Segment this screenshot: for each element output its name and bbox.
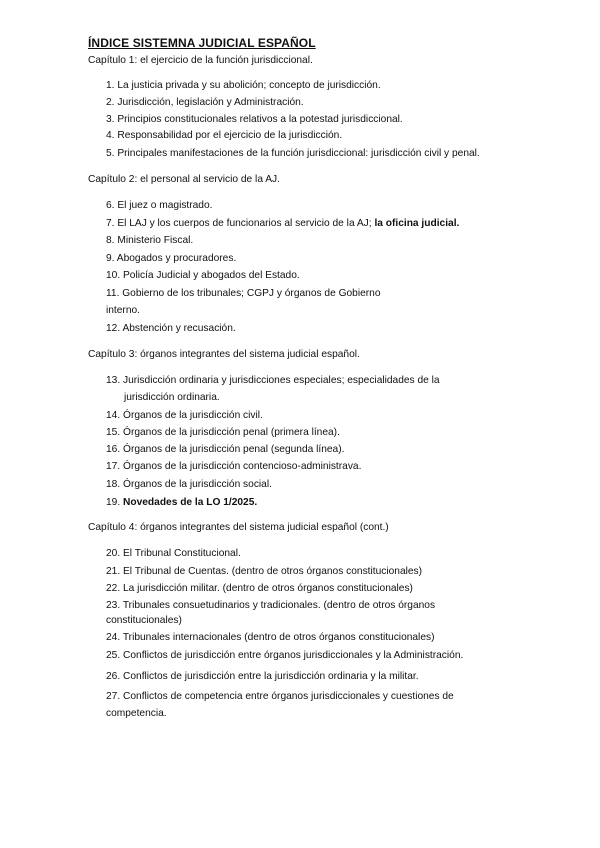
list-item: 24. Tribunales internacionales (dentro de otros órganos constitucionales) [106, 632, 435, 643]
list-item-continuation: interno. [106, 305, 140, 316]
list-item: 17. Órganos de la jurisdicción contencioso-administrava. [106, 461, 362, 472]
list-item: 23. Tribunales consuetudinarios y tradicionales. (dentro de otros órganos [106, 600, 436, 611]
list-item: 16. Órganos de la jurisdicción penal (segunda línea). [106, 444, 345, 455]
list-item: 25. Conflictos de jurisdicción entre órganos jurisdiccionales y la Administración. [106, 650, 464, 661]
list-item: 1. La justicia privada y su abolición; concepto de jurisdicción. [106, 80, 381, 91]
list-item: 4. Responsabilidad por el ejercicio de la jurisdicción. [106, 130, 343, 141]
list-item: 18. Órganos de la jurisdicción social. [106, 479, 272, 490]
list-item: 27. Conflictos de competencia entre órganos jurisdiccionales y cuestiones de [106, 691, 454, 702]
list-item: 2. Jurisdicción, legislación y Administración. [106, 97, 304, 108]
list-item: 12. Abstención y recusación. [106, 323, 236, 334]
list-item-continuation: competencia. [106, 708, 167, 719]
list-item: 8. Ministerio Fiscal. [106, 235, 194, 246]
list-item: 21. El Tribunal de Cuentas. (dentro de otros órganos constitucionales) [106, 566, 423, 577]
list-item: 20. El Tribunal Constitucional. [106, 548, 241, 559]
list-item: 19. Novedades de la LO 1/2025. [106, 497, 258, 508]
list-item: 14. Órganos de la jurisdicción civil. [106, 410, 263, 421]
list-item: 15. Órganos de la jurisdicción penal (primera línea). [106, 427, 340, 438]
list-item-continuation: jurisdicción ordinaria. [124, 392, 220, 403]
chapter-2-heading: Capítulo 2: el personal al servicio de la AJ. [88, 174, 280, 185]
list-item: 7. El LAJ y los cuerpos de funcionarios al servicio de la AJ; la oficina judicial. [106, 218, 460, 229]
list-item: 10. Policía Judicial y abogados del Estado. [106, 270, 300, 281]
list-item: 13. Jurisdicción ordinaria y jurisdicciones especiales; especialidades de la [106, 375, 440, 386]
list-item-continuation: constitucionales) [106, 615, 182, 626]
list-item: 3. Principios constitucionales relativos a la potestad jurisdiccional. [106, 114, 403, 125]
list-item: 5. Principales manifestaciones de la función jurisdiccional: jurisdicción civil y penal. [106, 148, 480, 159]
chapter-1-heading: Capítulo 1: el ejercicio de la función jurisdiccional. [88, 55, 313, 66]
list-item: 9. Abogados y procuradores. [106, 253, 237, 264]
chapter-3-heading: Capítulo 3: órganos integrantes del sistema judicial español. [88, 349, 360, 360]
list-item: 26. Conflictos de jurisdicción entre la jurisdicción ordinaria y la militar. [106, 671, 419, 682]
list-item: 22. La jurisdicción militar. (dentro de otros órganos constitucionales) [106, 583, 413, 594]
list-item: 6. El juez o magistrado. [106, 200, 213, 211]
chapter-4-heading: Capítulo 4: órganos integrantes del sistema judicial español (cont.) [88, 522, 389, 533]
document-title: ÍNDICE SISTEMNA JUDICIAL ESPAÑOL [88, 36, 316, 50]
list-item: 11. Gobierno de los tribunales; CGPJ y órganos de Gobierno [106, 288, 381, 299]
